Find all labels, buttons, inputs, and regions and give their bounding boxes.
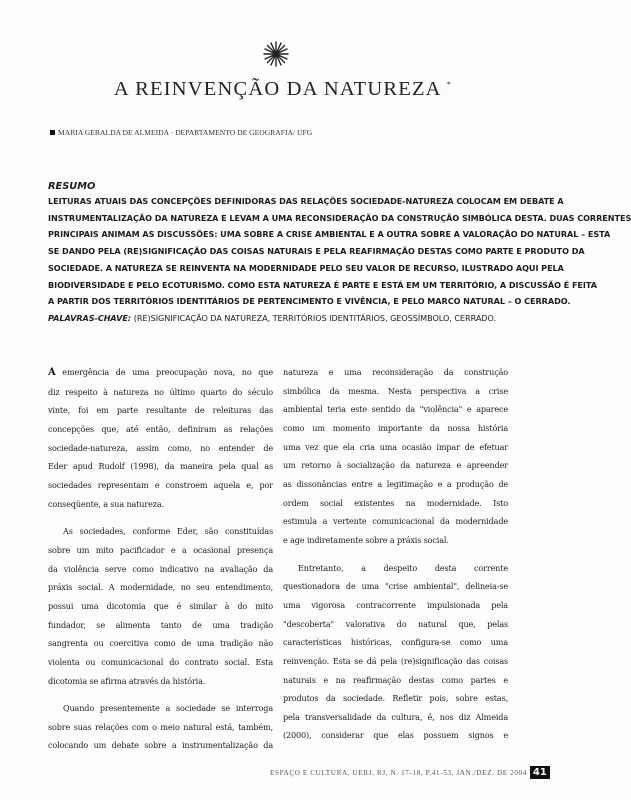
paragraph-line: estimula a vertente comunicacional da modernidade [283,516,508,527]
paragraph-line: sociedades representam e constroem aquela e, por [48,479,273,490]
paragraph-line: natureza e uma reconsideração da construção [283,367,508,377]
paragraph-line: uma vez que ela cria uma ocasião ímpar de efetuar [283,441,508,452]
square-bullet-icon [50,130,55,135]
paragraph-line: ordem social existentes na modernidade. Isto [283,497,508,508]
paragraph-line: fundador, se alimenta tanto de uma tradição [48,619,273,630]
title-footnote-mark: * [446,80,453,89]
paragraph-line: Entretanto, a despeito desta corrente [298,562,508,573]
abstract-heading: RESUMO [48,181,96,192]
abstract-line: SE DANDO PELA (RE)SIGNIFICAÇÃO DAS COISAS NATURAIS E PELA REAFIRMAÇÃO DESTAS COMO PARTE E PRODUTO DA [48,246,585,257]
paragraph-line: sobre um mito pacificador e a ocasional presença [48,544,273,555]
paragraph-line: vinte, foi em parte resultante de releituras das [48,405,273,416]
abstract-line: PRINCIPAIS ANIMAM AS DISCUSSÕES: UMA SOBRE A CRISE AMBIENTAL E A OUTRA SOBRE A VALORAÇÃO DO NATURAL – ESTA [48,229,611,240]
paragraph-line: violenta ou comunicacional do contrato social. Esta [48,656,273,667]
paragraph-line: (2000), considerar que elas possuem signos e [283,730,508,741]
keywords-line [48,310,498,327]
paragraph-line: da violência serve como indicativo na avaliação da [48,563,273,574]
paragraph-line: como um momento importante da nossa história [283,422,508,433]
body-column-left [48,363,273,755]
paragraph-line: As sociedades, conforme Eder, são constituídas [63,526,273,537]
journal-citation: ESPAÇO E CULTURA, UERJ, RJ, N. 17-18, P.41-53, JAN./DEZ. DE 2004 [270,768,527,777]
paragraph-line: sobre suas relações com o meio natural está, também, [48,721,273,732]
abstract-line: BIODIVERSIDADE E PELO ECOTURISMO. COMO ESTA NATUREZA É PARTE E ESTÁ EM UM TERRITÓRIO, A DISCUSSÃO É FEITA [48,279,597,290]
paragraph-line: produtos da sociedade. Refletir pois, sobre estas, [283,693,508,704]
paragraph-line: possui uma dicotomia que é similar à do mito [48,600,273,611]
body-column-right [283,363,508,745]
paragraph-line: colocando um debate sobre a instrumentalização da [48,740,273,751]
paragraph-line: e age indiretamente sobre a práxis social. [283,534,449,545]
article-title-text: A REINVENÇÃO DA NATUREZA [113,78,441,100]
author-affiliation-text: MARIA GERALDA DE ALMEIDA · DEPARTAMENTO DE GEOGRAFIA/ UFG [58,128,313,137]
paragraph-line: naturais e na reafirmação destas como partes e [283,674,508,685]
paragraph-line: práxis social. A modernidade, no seu entendimento, [48,582,273,593]
paragraph-line: reinvenção. Esta se dá pela (re)significação das coisas [283,655,508,666]
paragraph-line: "descoberta" valorativa do natural que, pelas [283,618,508,629]
article-title [0,78,566,101]
abstract-section [48,180,631,327]
paragraph-line [48,363,273,383]
paragraph-line: diz respeito à natureza no último quarto do século [48,386,273,397]
paragraph-line: questionadora de uma "crise ambiental", delineia-se [283,581,508,592]
paragraph-line: conseqüente, a sua natureza. [48,498,164,509]
paragraph-line: um retorno à socialização da natureza e apreender [283,460,508,471]
page-number: 41 [530,766,550,779]
dropcap: A [48,367,56,378]
abstract-line: SOCIEDADE. A NATUREZA SE REINVENTA NA MODERNIDADE PELO SEU VALOR DE RECURSO, ILUSTRADO AQUI PELA [48,262,564,273]
abstract-line: INSTRUMENTALIZAÇÃO DA NATUREZA E LEVAM A UMA RECONSIDERAÇÃO DA CONSTRUÇÃO SIMBÓLICA DESTA. DUAS CORRENTES [48,212,631,223]
keywords-text: (RE)SIGNIFICAÇÃO DA NATUREZA, TERRITÓRIOS IDENTITÁRIOS, GEOSSÍMBOLO, CERRADO. [133,312,497,323]
asterisk-ornament-icon [262,40,290,68]
paragraph-line: concepções que, até então, definiram as relações [48,423,273,434]
paragraph-line: características históricas, configura-se como uma [283,637,508,648]
paragraph-line: as dissonâncias entre a legitimação e a produção de [283,478,508,489]
keywords-label: PALAVRAS-CHAVE: [48,312,131,323]
paragraph-line: ambiental teria este sentido da "violência" e aparece [283,404,508,415]
author-affiliation [50,128,312,137]
paragraph-line: sociedade-natureza, assim como, no entender de [48,442,273,453]
paragraph-line: sangrenta ou coercitiva como de uma tradição não [48,638,273,649]
paragraph-line: dicotomia se afirma através da história. [48,675,206,686]
paragraph-line: simbólica da mesma. Nesta perspectiva a crise [283,385,508,396]
abstract-line: LEITURAS ATUAIS DAS CONCEPÇÕES DEFINIDORAS DAS RELAÇÕES SOCIEDADE-NATUREZA COLOCAM EM DEBATE A [48,196,564,206]
page-footer [270,766,550,779]
abstract-line: A PARTIR DOS TERRITÓRIOS IDENTITÁRIOS DE PERTENCIMENTO E VIVÊNCIA, E PELO MARCO NATURAL – O CERRADO. [48,296,571,307]
paragraph-line: Eder apud Rudolf (1998), da maneira pela qual as [48,461,273,472]
paragraph-line: uma vigorosa contracorrente impulsionada pela [283,599,508,610]
paragraph-text: emergência de uma preocupação nova, no que [55,367,273,377]
paragraph-line: Quando presentemente a sociedade se interroga [63,703,273,714]
paragraph-line: pela transversalidade da cultura, é, nos diz Almeida [283,711,508,722]
